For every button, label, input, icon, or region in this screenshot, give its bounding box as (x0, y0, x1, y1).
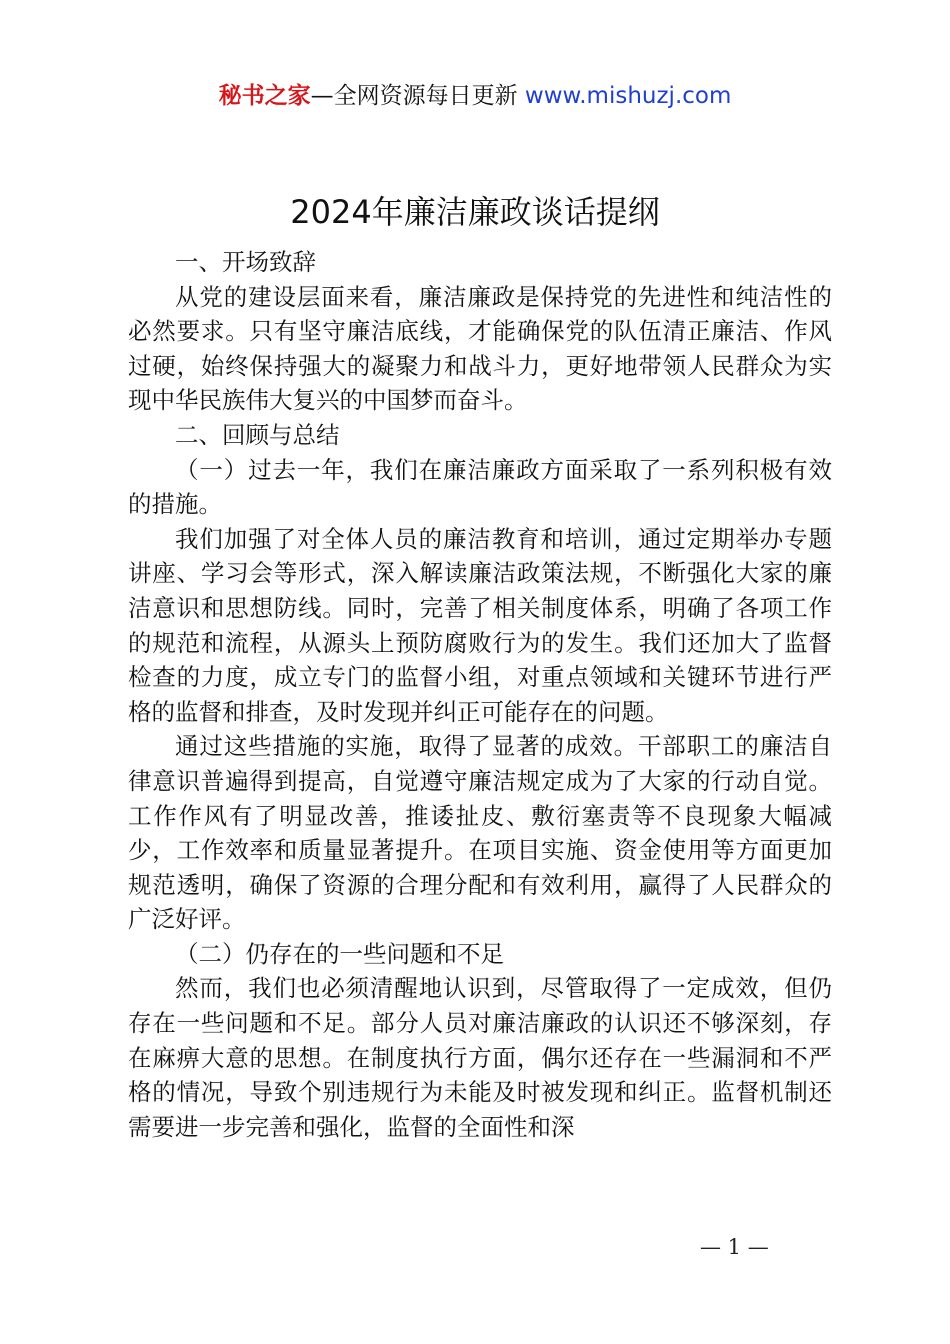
page-number: — 1 — (700, 1235, 769, 1259)
document-title: 2024年廉洁廉政谈话提纲 (290, 193, 660, 231)
paragraph: 通过这些措施的实施，取得了显著的成效。干部职工的廉洁自律意识普遍得到提高，自觉遵守廉洁规定成为了大家的行动自觉。工作作风有了明显改善，推诿扯皮、敷衍塞责等不良现象大幅减少，工作效率和质量显著提升。在项目实施、资金使用等方面更加规范透明，确保了资源的合理分配和有效利用，赢得了人民群众的广泛好评。 (128, 732, 832, 934)
site-brand: 秘书之家 (218, 83, 311, 109)
site-header (0, 80, 950, 112)
section-heading-opening: 一、开场致辞 (175, 248, 316, 276)
paragraph: 然而，我们也必须清醒地认识到，尽管取得了一定成效，但仍存在一些问题和不足。部分人员对廉洁廉政的认识还不够深刻，存在麻痹大意的思想。在制度执行方面，偶尔还存在一些漏洞和不严格的情况，导致个别违规行为未能及时被发现和纠正。监督机制还需要进一步完善和强化，监督的全面性和深 (128, 974, 832, 1141)
section-heading-review: 二、回顾与总结 (175, 420, 340, 449)
paragraph: 我们加强了对全体人员的廉洁教育和培训，通过定期举办专题讲座、学习会等形式，深入解读廉洁政策法规，不断强化大家的廉洁意识和思想防线。同时，完善了相关制度体系，明确了各项工作的规范和流程，从源头上预防腐败行为的发生。我们还加大了监督检查的力度，成立专门的监督小组，对重点领域和关键环节进行严格的监督和排查，及时发现并纠正可能存在的问题。 (128, 524, 832, 726)
site-tagline: —全网资源每日更新 (310, 83, 525, 109)
site-url[interactable]: www.mishuzj.com (524, 83, 732, 109)
document-body (128, 245, 832, 1144)
subsection-heading: （二）仍存在的一些问题和不足 (175, 939, 504, 968)
subsection-heading: （一）过去一年，我们在廉洁廉政方面采取了一系列积极有效的措施。 (128, 455, 832, 519)
paragraph: 从党的建设层面来看，廉洁廉政是保持党的先进性和纯洁性的必然要求。只有坚守廉洁底线，才能确保党的队伍清正廉洁、作风过硬，始终保持强大的凝聚力和战斗力，更好地带领人民群众为实现中华民族伟大复兴的中国梦而奋斗。 (128, 282, 832, 415)
